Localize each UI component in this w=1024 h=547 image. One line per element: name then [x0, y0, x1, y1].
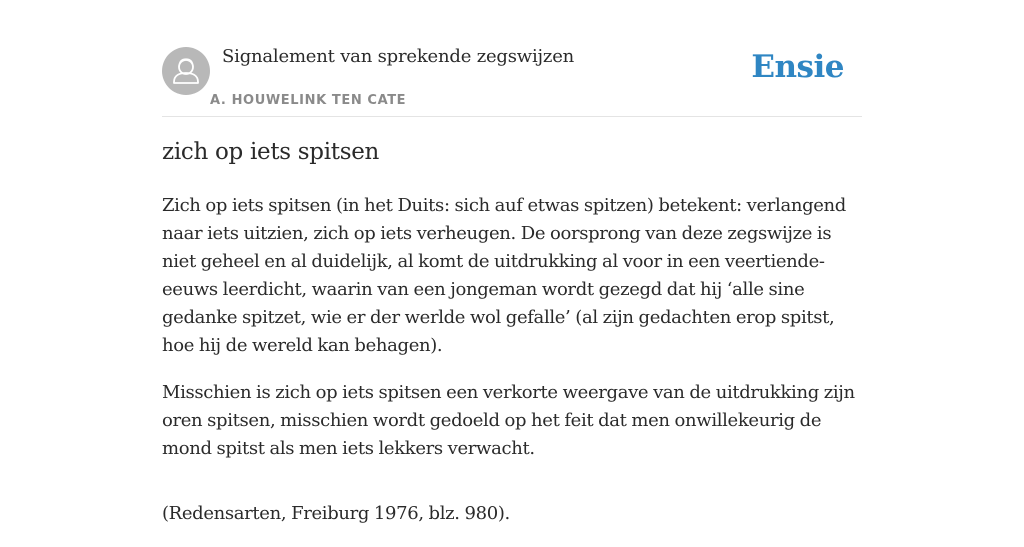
- article-body: [162, 192, 862, 547]
- source-title[interactable]: Signalement van sprekende zegswijzen: [222, 46, 575, 67]
- ensie-logo-link[interactable]: Ensie: [751, 49, 844, 85]
- paragraph: Misschien is zich op iets spitsen een verkorte weergave van de uitdrukking zijn oren spitsen, misschien wordt gedoeld op het feit dat men onwillekeurig de mond spitst als men iets lekkers verwacht.: [162, 382, 855, 459]
- avatar[interactable]: [162, 47, 210, 95]
- author-name[interactable]: A. HOUWELINK TEN CATE: [210, 93, 407, 108]
- source-reference: (Redensarten, Freiburg 1976, blz. 980).: [162, 503, 510, 524]
- page-title: zich op iets spitsen: [162, 139, 380, 165]
- user-icon: [162, 47, 210, 95]
- source-header: [162, 0, 862, 117]
- page-container: [162, 0, 862, 524]
- paragraph: Zich op iets spitsen (in het Duits: sich auf etwas spitzen) betekent: verlangend naar iets uitzien, zich op iets verheugen. De oorsprong van deze zegswijze is niet geheel en al duidelijk, al komt de uitdrukking al voor in een veertiende-eeuws leerdicht, waarin van een jongeman wordt gezegd dat hij ‘alle sine gedanke spitzet, wie er der werlde wol gefalle’ (al zijn gedachten erop spitst, hoe hij de wereld kan behagen).: [162, 195, 846, 356]
